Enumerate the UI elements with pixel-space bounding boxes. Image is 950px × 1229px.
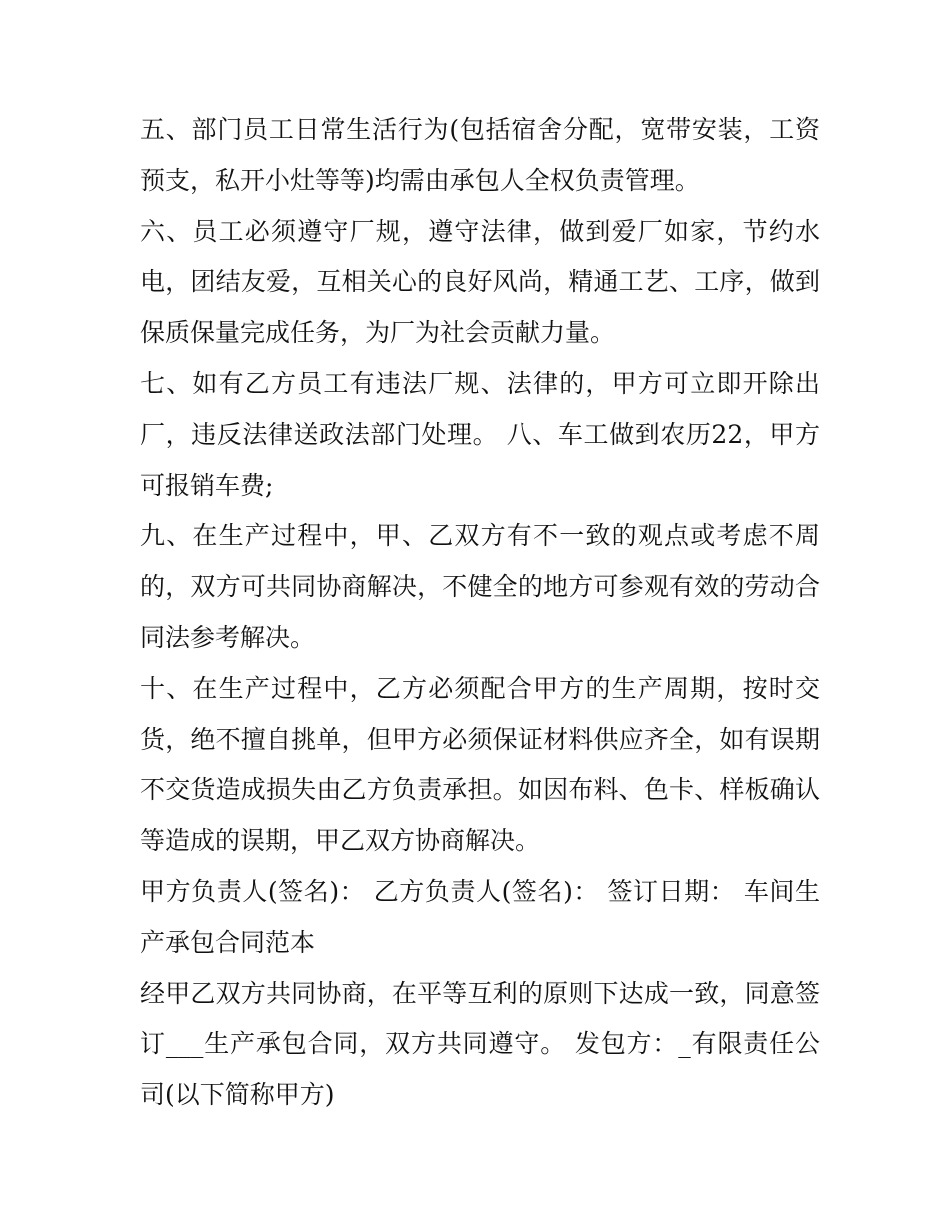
- text-line: 的，双方可共同协商解决，不健全的地方可参观有效的劳动合: [140, 572, 820, 602]
- text-line: 六、员工必须遵守厂规，遵守法律，做到爱厂如家，节约水: [140, 216, 820, 246]
- clause-10-paragraph: [140, 664, 820, 867]
- text-line: 不交货造成损失由乙方负责承担。如因布料、色卡、样板确认: [140, 775, 820, 805]
- text-line: 司(以下简称甲方): [140, 1080, 335, 1110]
- text-line: 七、如有乙方员工有违法厂规、法律的，甲方可立即开除出: [140, 368, 820, 398]
- text-line: 九、在生产过程中，甲、乙双方有不一致的观点或考虑不周: [140, 521, 820, 551]
- new-contract-intro-paragraph: [140, 969, 820, 1121]
- text-line: 可报销车费;: [140, 470, 274, 500]
- text-line: 电，团结友爱，互相关心的良好风尚，精通工艺、工序，做到: [140, 267, 820, 297]
- text-line: 厂，违反法律送政法部门处理。 八、车工做到农历22，甲方: [140, 419, 820, 449]
- document-body: [140, 105, 820, 1121]
- text-line: 预支，私开小灶等等)均需由承包人全权负责管理。: [140, 165, 700, 195]
- clause-6-paragraph: [140, 207, 820, 359]
- text-line: 五、部门员工日常生活行为(包括宿舍分配，宽带安装，工资: [140, 115, 820, 144]
- clause-9-paragraph: [140, 511, 820, 663]
- text-line: 经甲乙双方共同协商，在平等互利的原则下达成一致，同意签: [140, 978, 820, 1008]
- text-line: 保质保量完成任务，为厂为社会贡献力量。: [140, 318, 616, 348]
- text-line: 同法参考解决。: [140, 622, 316, 652]
- clause-5-paragraph: [140, 105, 820, 207]
- clause-7-8-paragraph: [140, 359, 820, 511]
- text-line: 十、在生产过程中，乙方必须配合甲方的生产周期，按时交: [140, 673, 820, 703]
- text-line: 订___生产承包合同，双方共同遵守。 发包方：_有限责任公: [140, 1029, 820, 1059]
- text-line: 产承包合同范本: [140, 927, 316, 957]
- text-line: 等造成的误期，甲乙双方协商解决。: [140, 826, 541, 856]
- text-line: 货，绝不擅自挑单，但甲方必须保证材料供应齐全，如有误期: [140, 724, 820, 754]
- signatures-paragraph: [140, 867, 820, 969]
- text-line: 甲方负责人(签名)： 乙方负责人(签名)： 签订日期： 车间生: [140, 876, 820, 906]
